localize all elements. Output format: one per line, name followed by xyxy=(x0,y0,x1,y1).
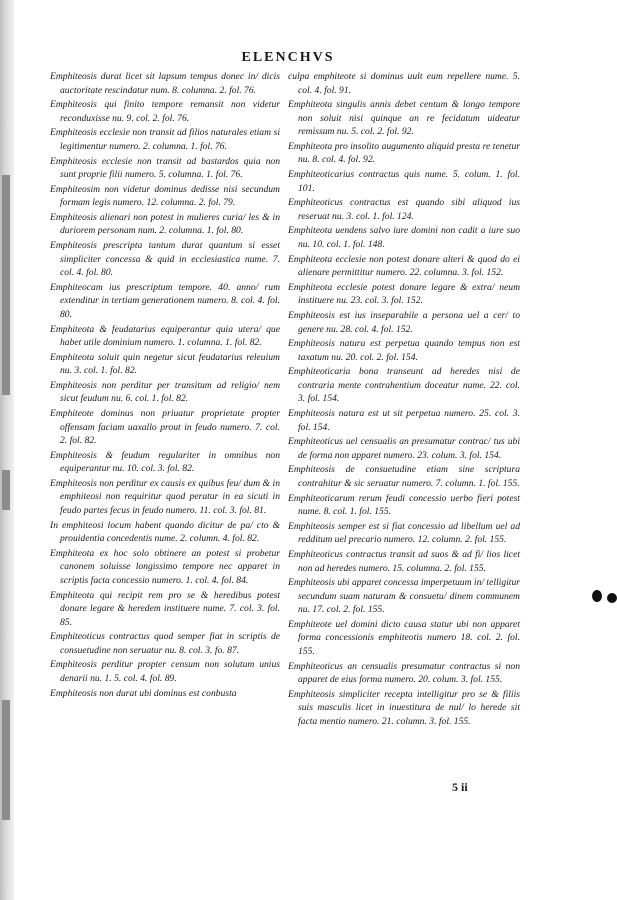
ink-blot xyxy=(592,590,602,602)
binding-mark xyxy=(2,470,10,510)
index-entry: Emphiteosis alienari non potest in mulieres curia/ les & in duriorem personam num. 2. columna. 1. fol. 80. xyxy=(50,211,280,237)
index-entry: Emphiteota soluit quin negetur sicut feudatarius releuium nu. 3. col. 1. fol. 82. xyxy=(50,351,280,377)
right-index-column xyxy=(288,70,520,729)
ink-blot xyxy=(607,593,617,603)
index-entry: Emphiteote dominus non priuatur proprietate propter offensam faciam uaxallo prout in feudo numero. 7. col. 2. fol. 82. xyxy=(50,408,280,447)
index-entry: Emphiteota uendens salvo iure domini non cadit a iure suo nu. 10. col. 1. fol. 148. xyxy=(288,225,520,250)
binding-mark xyxy=(2,700,10,820)
index-entry: Emphiteosis natura est ut sit perpetua numero. 25. col. 3. fol. 154. xyxy=(288,408,520,433)
index-entry: Emphiteota ecclesie non potest donare alteri & quod do ei alienare permittitur numero. 22. columna. 3. fol. 152. xyxy=(288,253,520,279)
folio-signature: 5 ii xyxy=(452,780,468,794)
index-entry: Emphiteota singulis annis debet centum & longo tempore non soluit nisi quinque an re fecidatum uideatur remissum nu. 5. col. 2. fol. 92. xyxy=(288,99,520,138)
index-entry: Emphiteoticarum rerum feudi concessio uerbo fieri potest nume. 8. col. 1. fol. 155. xyxy=(288,492,520,518)
index-entry: Emphiteota qui recipit rem pro se & heredibus potest donare legare & heredem instituere nume. 7. col. 3. fol. 85. xyxy=(50,589,280,628)
index-entry: Emphiteoticaria bona transeunt ad heredes nisi de contraria mente contrahentium doceatur nume. 22. col. 3. fol. 154. xyxy=(288,366,520,405)
index-entry: Emphiteosis est ius inseparabile a persona uel a cer/ to genere nu. 28. col. 4. fol. 152. xyxy=(288,310,520,335)
index-entry: Emphiteota ex hoc solo obtinere an potest si probetur canonem soluisse longissimo tempore nec apparet in scriptis facta concessio numero. 1. col. 4. fol. 84. xyxy=(50,547,280,586)
index-entry: In emphiteosi locum habent quando dicitur de pa/ cto & prouidentia concedentis nume. 2. column. 4. fol. 82. xyxy=(50,519,280,545)
index-entry: Emphiteosis qui finito tempore remansit non videtur reconduxisse nu. 9. col. 2. fol. 76. xyxy=(50,99,280,124)
index-entry: Emphiteosis de consuetudine etiam sine scriptura contrahitur & sic seruatur numero. 7. column. 1. fol. 155. xyxy=(288,464,520,489)
index-entry: Emphiteosis semper est si fiat concessio ad libellum uel ad redditum uel precario numero. 12. column. 2. fol. 155. xyxy=(288,520,520,546)
index-entry: Emphiteoticus contractus quod semper fiat in scriptis de consuetudine non seruatur nu. 8. col. 3. fo. 87. xyxy=(50,631,280,656)
index-entry: Emphiteosis natura est perpetua quando tempus non est taxatum nu. 20. col. 2. fol. 154. xyxy=(288,338,520,363)
index-entry: Emphiteosis durat licet sit lapsum tempus donec in/ dicis auctoritate rescindatur num. 8. columna. 2. fol. 76. xyxy=(50,71,280,96)
index-entry: Emphiteosis ecclesie non transit ad filios naturales etiam si legitimentur numero. 2. columna. 1. fol. 76. xyxy=(50,127,280,152)
index-entry: Emphiteosis ubi apparet concessa imperpetuum in/ telligitur secundum suam naturam & consuetu/ dinem communem nu. 17. col. 2. fol. 155. xyxy=(288,577,521,616)
index-entry: Emphiteosis simpliciter recepta intelligitur pro se & filiis suis masculis licet in inuestitura de nul/ lo herede sit facta mentio numero. 21. column. 3. fol. 155. xyxy=(288,688,520,727)
index-entry: Emphiteosis perditur propter censum non solutum unius denarii nu. 1. 5. col. 4. fol. 89. xyxy=(50,659,280,684)
page-edge-shadow xyxy=(0,0,14,900)
index-entry: Emphiteota pro insolito augumento aliquid presta re tenetur nu. 8. col. 4. fol. 92. xyxy=(288,140,520,166)
index-entry: Emphiteosis non durat ubi dominus est conbusta xyxy=(50,687,237,699)
index-entry: Emphiteoticus contractus est quando sibi aliquod ius reseruat nu. 3. col. 1. fol. 124. xyxy=(288,197,520,222)
index-entry: Emphiteoticus an censualis presumatur contractus si non apparet de eius forma numero. 20. colum. 3. fol. 155. xyxy=(288,660,520,686)
index-entry: Emphiteocam ius prescriptum tempore. 40. anno/ rum extenditur in tertiam generationem numero. 8. col. 4. fol. 80. xyxy=(50,281,280,320)
index-entry: Emphiteosim non videtur dominus dedisse nisi secundum formam legis numero. 12. columna. 2. fol. 79. xyxy=(50,183,280,209)
index-entry: culpa emphiteote si dominus uult eum repellere nume. 5. col. 4. fol. 91. xyxy=(288,71,520,96)
index-entry: Emphiteota & feudatarius equiperantur quia utera/ que habet utile dominium numero. 1. columna. 1. fol. 82. xyxy=(50,323,280,348)
page-title: ELENCHVS xyxy=(241,50,335,65)
index-entry: Emphiteosis ecclesie non transit ad bastardos quia non sunt proprie filii numero. 5. columna. 1. fol. 76. xyxy=(50,155,280,181)
left-index-column xyxy=(50,70,280,701)
index-entry: Emphiteota ecclesie potest donare legare & extra/ neum instituere nu. 23. col. 3. fol. 152. xyxy=(288,281,520,307)
index-entry: Emphiteosis & feudum regulariter in omnibus non equiperantur nu. 10. col. 3. fol. 82. xyxy=(50,449,280,475)
index-entry: Emphiteoticus contractus transit ad suos & ad fi/ lios licet non ad heredes numero. 15. columna. 2. fol. 155. xyxy=(288,549,520,574)
binding-mark xyxy=(2,175,10,395)
index-entry: Emphiteosis non perditur ex causis ex quibus feu/ dum & in emphiteosi non requiritur quod peratur in ea sicuti in feudo partes fecus in feudo numero. 11. col. 3. fol. 81. xyxy=(50,477,280,516)
index-entry: Emphiteoticarius contractus quis nume. 5. colum. 1. fol. 101. xyxy=(288,169,520,194)
index-entry: Emphiteosis prescripta tantum durat quantum si esset simpliciter concessa & quid in ecclesiastica nume. 7. col. 4. fol. 80. xyxy=(50,240,280,279)
index-entry: Emphiteoticus uel censualis an presumatur contrac/ tus ubi de forma non apparet numero. 23. colum. 3. fol. 154. xyxy=(288,436,520,461)
index-entry: Emphiteote uel domini dicto causa statur ubi non apparet forma concessionis emphiteotis numero 18. col. 2. fol. 155. xyxy=(288,618,520,657)
index-entry: Emphiteosis non perditur per transitum ad religio/ nem sicut feudum nu. 6. col. 1. fol. 82. xyxy=(50,379,280,405)
